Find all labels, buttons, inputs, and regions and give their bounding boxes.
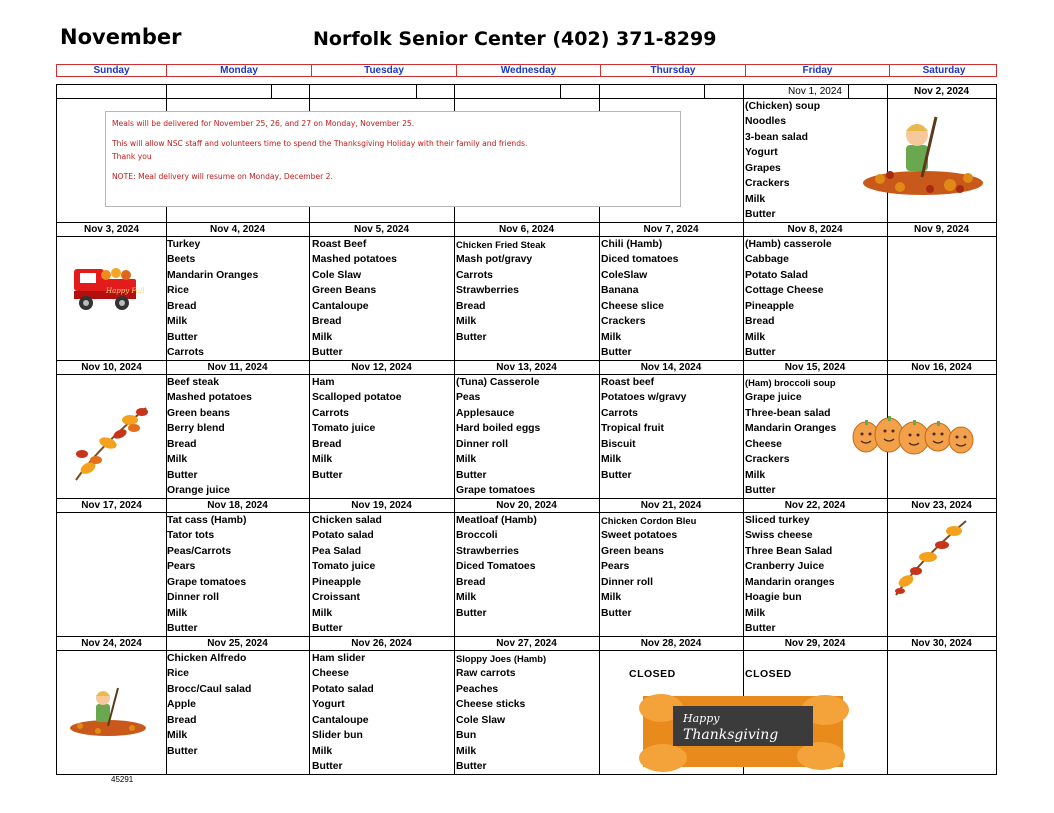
menu-nov-4: Turkey Beets Mandarin Oranges Rice Bread Milk Butter Carrots bbox=[167, 239, 259, 359]
boy-raking-leaves-small-image bbox=[68, 686, 148, 738]
menu-nov-7: Chili (Hamb) Diced tomatoes ColeSlaw Banana Cheese slice Crackers Milk Butter bbox=[601, 239, 679, 359]
menu-nov-8: (Hamb) casserole Cabbage Potato Salad Cottage Cheese Pineapple Bread Milk Butter bbox=[745, 239, 832, 359]
menu-nov-11: Beef steak Mashed potatoes Green beans Berry blend Bread Milk Butter Orange juice bbox=[167, 377, 252, 497]
day-sunday: Sunday bbox=[93, 65, 130, 76]
date-nov-1: Nov 1, 2024 bbox=[788, 86, 842, 97]
boy-raking-leaves-image bbox=[860, 115, 986, 197]
date-nov-12: Nov 12, 2024 bbox=[351, 362, 412, 373]
closed-label-nov-29: CLOSED bbox=[745, 668, 792, 680]
month-title: November bbox=[60, 25, 182, 49]
date-nov-2: Nov 2, 2024 bbox=[913, 86, 970, 97]
menu-nov-13: (Tuna) Casserole Peas Applesauce Hard boiled eggs Dinner roll Milk Butter Grape tomatoes bbox=[456, 377, 541, 497]
date-nov-22: Nov 22, 2024 bbox=[784, 500, 846, 511]
date-nov-13: Nov 13, 2024 bbox=[496, 362, 557, 373]
date-nov-9: Nov 9, 2024 bbox=[913, 224, 970, 235]
menu-nov-25: Chicken Alfredo Rice Brocc/Caul salad Apple Bread Milk Butter bbox=[167, 653, 252, 757]
date-nov-25: Nov 25, 2024 bbox=[207, 638, 268, 649]
day-wednesday: Wednesday bbox=[456, 65, 600, 76]
menu-nov-19: Chicken salad Potato salad Pea Salad Tomato juice Pineapple Croissant Milk Butter bbox=[312, 515, 382, 635]
day-thursday: Thursday bbox=[600, 65, 745, 76]
menu-nov-20: Meatloaf (Hamb) Broccoli Strawberries Diced Tomatoes Bread Milk Butter bbox=[456, 515, 537, 619]
truck-text: Happy Fall bbox=[106, 287, 145, 295]
menu-nov-27: Sloppy Joes (Hamb) Raw carrots Peaches Cheese sticks Cole Slaw Bun Milk Butter bbox=[456, 653, 547, 773]
date-nov-28: Nov 28, 2024 bbox=[640, 638, 702, 649]
menu-nov-22: Sliced turkey Swiss cheese Three Bean Salad Cranberry Juice Mandarin oranges Hoagie bun Milk Butter bbox=[745, 515, 835, 635]
date-nov-4: Nov 4, 2024 bbox=[209, 224, 266, 235]
menu-nov-6: Chicken Fried Steak Mash pot/gravy Carrots Strawberries Bread Milk Butter bbox=[456, 239, 546, 343]
date-nov-15: Nov 15, 2024 bbox=[784, 362, 846, 373]
menu-nov-15: (Ham) broccoli soup Grape juice Three-bean salad Mandarin Oranges Cheese Crackers Milk Butter bbox=[745, 377, 837, 497]
date-nov-7: Nov 7, 2024 bbox=[643, 224, 699, 235]
date-nov-29: Nov 29, 2024 bbox=[784, 638, 846, 649]
menu-nov-26: Ham slider Cheese Potato salad Yogurt Cantaloupe Slider bun Milk Butter bbox=[312, 653, 374, 773]
day-tuesday: Tuesday bbox=[311, 65, 456, 76]
delivery-notice: Meals will be delivered for November 25, 26, and 27 on Monday, November 25. This will allow NSC staff and volunteers time to spend the Thanksgiving Holiday with their family and friends. Thank you NOTE: Meal delivery will resume on Monday, December 2. bbox=[105, 111, 681, 207]
menu-nov-18: Tat cass (Hamb) Tator tots Peas/Carrots Pears Grape tomatoes Dinner roll Milk Butter bbox=[167, 515, 247, 635]
day-friday: Friday bbox=[745, 65, 889, 76]
date-nov-21: Nov 21, 2024 bbox=[640, 500, 702, 511]
autumn-leaves-image bbox=[68, 398, 154, 488]
date-nov-23: Nov 23, 2024 bbox=[911, 500, 972, 511]
menu-nov-14: Roast beef Potatoes w/gravy Carrots Tropical fruit Biscuit Milk Butter bbox=[601, 377, 687, 481]
sign-thanksgiving: Thanksgiving bbox=[683, 727, 779, 743]
date-nov-8: Nov 8, 2024 bbox=[787, 224, 843, 235]
date-nov-26: Nov 26, 2024 bbox=[351, 638, 412, 649]
date-nov-16: Nov 16, 2024 bbox=[911, 362, 972, 373]
day-saturday: Saturday bbox=[889, 65, 998, 76]
happy-thanksgiving-image bbox=[643, 696, 843, 767]
date-nov-24: Nov 24, 2024 bbox=[81, 638, 142, 649]
menu-nov-5: Roast Beef Mashed potatoes Cole Slaw Green Beans Cantaloupe Bread Milk Butter bbox=[312, 239, 397, 359]
menu-nov-12: Ham Scalloped potatoe Carrots Tomato juice Bread Milk Butter bbox=[312, 377, 402, 481]
happy-fall-truck-image bbox=[70, 261, 145, 319]
date-nov-20: Nov 20, 2024 bbox=[496, 500, 557, 511]
closed-label-nov-28: CLOSED bbox=[629, 668, 676, 680]
weekday-header bbox=[56, 64, 997, 77]
date-nov-3: Nov 3, 2024 bbox=[83, 224, 140, 235]
menu-nov-21: Chicken Cordon Bleu Sweet potatoes Green beans Pears Dinner roll Milk Butter bbox=[601, 515, 697, 619]
date-nov-10: Nov 10, 2024 bbox=[81, 362, 142, 373]
autumn-leaves-corner-image bbox=[890, 515, 972, 601]
date-nov-30: Nov 30, 2024 bbox=[911, 638, 972, 649]
menu-nov-1: (Chicken) soup Noodles 3-bean salad Yogurt Grapes Crackers Milk Butter bbox=[745, 101, 821, 221]
day-monday: Monday bbox=[166, 65, 311, 76]
footer-code: 45291 bbox=[111, 775, 134, 784]
date-nov-17: Nov 17, 2024 bbox=[81, 500, 142, 511]
date-nov-18: Nov 18, 2024 bbox=[207, 500, 268, 511]
pumpkins-image bbox=[852, 405, 976, 457]
center-title: Norfolk Senior Center (402) 371-8299 bbox=[313, 28, 717, 50]
sign-happy: Happy bbox=[683, 712, 720, 725]
date-nov-27: Nov 27, 2024 bbox=[496, 638, 557, 649]
date-nov-11: Nov 11, 2024 bbox=[207, 362, 268, 373]
date-nov-19: Nov 19, 2024 bbox=[351, 500, 412, 511]
date-nov-14: Nov 14, 2024 bbox=[640, 362, 702, 373]
date-nov-6: Nov 6, 2024 bbox=[498, 224, 555, 235]
date-nov-5: Nov 5, 2024 bbox=[353, 224, 410, 235]
